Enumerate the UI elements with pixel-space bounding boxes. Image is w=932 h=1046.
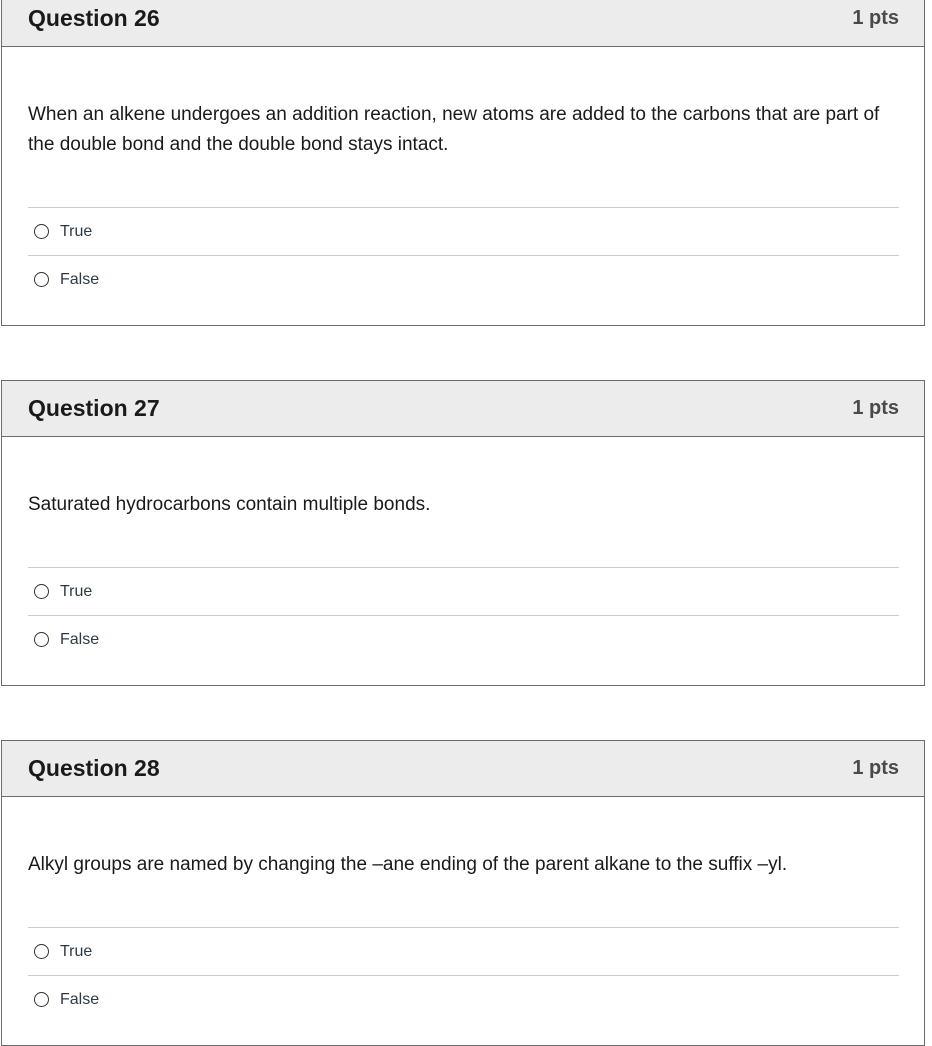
question-text: When an alkene undergoes an addition reaction, new atoms are added to the carbons that are part of the double bond and the double bond stays intact. [28,104,880,155]
question-title: Question 28 [28,755,160,781]
question-body [2,850,924,1023]
question-points: 1 pts [852,7,899,29]
answer-label: True [60,222,93,240]
question-header [2,0,924,47]
question-points: 1 pts [852,757,899,779]
answer-option-true[interactable] [28,208,899,256]
question-header [2,381,924,437]
answer-label: True [60,942,93,960]
answer-list [28,927,899,1023]
radio-button-icon[interactable] [34,632,49,647]
radio-button-icon[interactable] [34,944,49,959]
answer-list [28,207,899,303]
radio-button-icon[interactable] [34,272,49,287]
question-points: 1 pts [852,397,899,419]
question-card [1,0,925,326]
answer-list [28,567,899,663]
question-card [1,380,925,686]
answer-option-false[interactable] [28,616,899,663]
question-card [1,740,925,1046]
answer-label: False [60,630,100,648]
radio-button-icon[interactable] [34,224,49,239]
radio-button-icon[interactable] [34,992,49,1007]
answer-option-false[interactable] [28,256,899,303]
question-title: Question 26 [28,5,160,31]
answer-label: False [60,990,100,1008]
answer-label: True [60,582,93,600]
question-body [2,100,924,303]
answer-label: False [60,270,100,288]
radio-button-icon[interactable] [34,584,49,599]
question-text: Saturated hydrocarbons contain multiple bonds. [28,494,431,515]
question-header [2,741,924,797]
question-title: Question 27 [28,395,160,421]
question-text: Alkyl groups are named by changing the –ane ending of the parent alkane to the suffix –yl. [28,854,788,875]
answer-option-true[interactable] [28,928,899,976]
answer-option-false[interactable] [28,976,899,1023]
answer-option-true[interactable] [28,568,899,616]
question-body [2,490,924,663]
